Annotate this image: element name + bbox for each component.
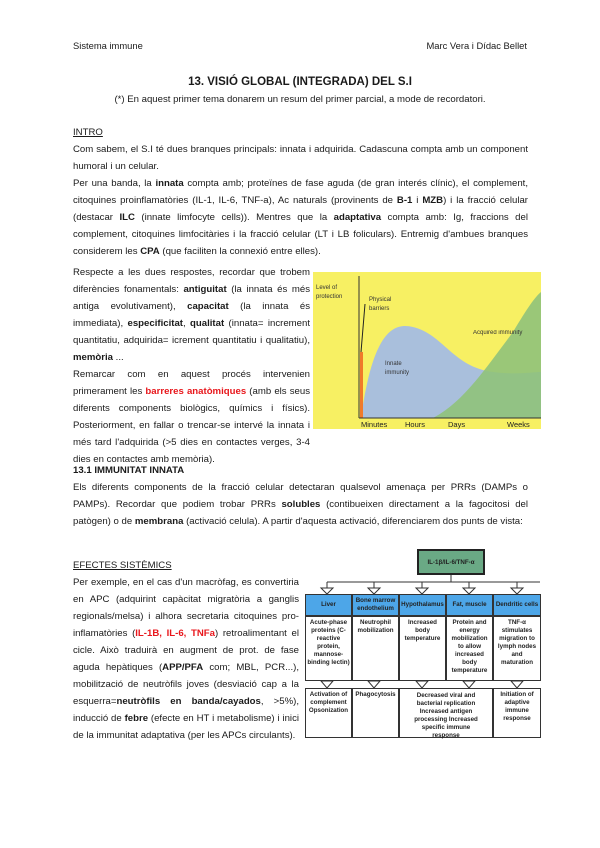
text-segment: ... <box>113 352 124 363</box>
intro-section <box>73 124 528 260</box>
bone-marrow-header: Bone marrow endothelium <box>352 594 399 616</box>
fat-muscle-header: Fat, muscle <box>446 594 493 616</box>
bold-text: memòria <box>73 352 113 363</box>
text-segment: (la innata és més antiga evolutivament), <box>73 284 310 312</box>
text-segment: (la innata és immediata), <box>73 301 310 329</box>
systemic-effects-paragraph <box>73 574 299 744</box>
text-segment: (innata= increment quantitatiu, adquirida= icrement quantitatiu i qualitatiu), <box>73 318 311 346</box>
x-tick-label: Days <box>448 420 466 429</box>
text-segment: compta amb: Ig, fraccions del complement, citoquines limfocitàries i la fracció celular (LT i LB foliculars). Entremig d'ambues branques considerem les <box>73 212 528 257</box>
liver-effect: Acute-phase proteins (C-reactive protein, mannose-binding lectin) <box>305 616 352 681</box>
hypothalamus-effect: Increased body temperature <box>399 616 446 681</box>
section-heading: 13.1 IMMUNITAT INNATA <box>73 465 185 476</box>
physical-barriers-label: Physical barriers <box>369 297 392 312</box>
fat-muscle-effect: Protein and energy mobilization to allow increased body temperature <box>446 616 493 681</box>
liver-header: Liver <box>305 594 352 616</box>
bold-text: adaptativa <box>333 212 382 223</box>
header-right: Marc Vera i Dídac Bellet <box>426 40 527 51</box>
bold-text: APP/PFA <box>162 662 204 673</box>
text-segment: , >5%), inducció de <box>73 696 299 724</box>
text-segment: Per exemple, en el cas d'un macròfag, es convertiria en APC (adquirint capàcitat migratòria a ganglis regionals/melsa) i alhora secretaria citoquines pro-inflamatòries ( <box>73 577 299 639</box>
highlighted-text: barreres anatòmiques <box>145 386 247 397</box>
section-paragraph-1 <box>73 479 528 530</box>
hypothalamus-header: Hypothalamus <box>399 594 446 616</box>
bold-text: capacitat <box>187 301 229 312</box>
intro-paragraph-1 <box>73 141 528 175</box>
dendritic-cells-outcome: Initiation of adaptive immune response <box>493 688 541 738</box>
bold-text: innata <box>155 178 184 189</box>
text-segment: (efecte en HT i metabolisme) i inici de la immunitat adaptativa (per les APCs circulants). <box>73 713 299 741</box>
highlighted-text: IL-1B, IL-6, TNFa <box>135 628 215 639</box>
cytokine-effects-diagram <box>305 548 541 740</box>
dendritic-cells-effect: TNF-α stimulates migration to lymph nodes and maturation <box>493 616 541 681</box>
text-segment: ) retroalimentant el cicle. Això traduirà en augment de prot. de fase aguda hepàtiques ( <box>73 628 299 673</box>
text-segment: Com sabem, el S.I té dues branques principals: innata i adquirida. Cadascuna compta amb un component humoral i un celular. <box>73 144 528 172</box>
bold-text: solubles <box>281 499 321 510</box>
intro-left-column <box>73 264 310 468</box>
text-segment: ) i la fracció celular (destacar <box>73 195 528 223</box>
text-segment: (contibueixen directament a la fagocitosi del patògen) o de <box>73 499 528 527</box>
text-segment: (amb els seus diferents components biològics, químics i físics). Posteriorment, en fallar o trencar-se intervé la innata i més tard l'adquirida (>5 dies en contactes verges, 3-4 dies en contactes amb memòria). <box>73 386 310 465</box>
text-segment: (innate limfocyte cells)). Mentres que la <box>134 212 334 223</box>
text-segment: com; MBL, PCR...), mobilització de neutròfils joves (desviació cap a la esquerra= <box>73 662 299 707</box>
text-segment: compta amb; proteïnes de fase aguda (de gran interés clínic), el complement, citoquines proinflamatòries (IL-1, IL-6, TNF-a), Ac naturals (provinents de <box>73 178 528 206</box>
physical-barrier-bar <box>360 352 363 418</box>
innate-immunity-label: Innate immunity <box>385 361 410 376</box>
dendritic-cells-header: Dendritic cells <box>493 594 541 616</box>
text-segment: (activació celula). A partir d'aquesta activació, diferenciarem dos punts de vista: <box>183 516 523 527</box>
bold-text: ILC <box>119 212 135 223</box>
bold-text: antiguitat <box>183 284 227 295</box>
intro-paragraph-3 <box>73 264 310 366</box>
bold-text: febre <box>124 713 149 724</box>
intro-paragraph-2 <box>73 175 528 260</box>
bone-marrow-effect: Neutrophil mobilization <box>352 616 399 681</box>
text-segment: Els diferents components de la fracció celular detectaran qualsevol amenaça per PRRs (DAMPs o PAMPs). Recordar que podiem trobar PRRs <box>73 482 528 510</box>
systemic-effects-heading: EFECTES SISTÈMICS <box>73 560 172 571</box>
bold-text: especificitat <box>127 318 183 329</box>
x-tick-label: Hours <box>405 420 426 429</box>
text-segment: i <box>412 195 423 206</box>
text-segment: , <box>182 318 191 329</box>
bold-text: MZB <box>422 195 444 206</box>
header-left: Sistema immune <box>73 40 143 51</box>
page-subtitle: (*) En aquest primer tema donarem un resum del primer parcial, a mode de recordatori. <box>114 94 486 105</box>
bone-marrow-outcome: Phagocytosis <box>352 688 399 738</box>
x-tick-label: Minutes <box>361 420 388 429</box>
y-axis-label: Level of protection <box>316 285 343 300</box>
text-segment: Remarcar com en aquest procés intervenien primerament les <box>73 369 310 397</box>
bold-text: qualitat <box>190 318 225 329</box>
systemic-effects-section <box>73 557 299 744</box>
intro-paragraph-4 <box>73 366 310 468</box>
text-segment: Respecte a les dues respostes, recordar que trobem diferències fonamentals: <box>73 267 310 295</box>
bold-text: neutròfils en banda/cayados <box>116 696 261 707</box>
liver-outcome: Activation of complement Opsonization <box>305 688 352 738</box>
shared-outcome: Decreased viral and bacterial replication Increased antigen processing Increased specific immune response <box>399 688 493 738</box>
protection-chart-figure <box>313 272 541 429</box>
bold-text: membrana <box>134 516 184 527</box>
bold-text: CPA <box>140 246 160 257</box>
text-segment: (que faciliten la connexió entre elles). <box>159 246 321 257</box>
intro-heading: INTRO <box>73 127 103 138</box>
text-segment: Per una banda, la <box>73 178 156 189</box>
cytokines-box: IL-1β/IL-6/TNF-α <box>417 549 485 575</box>
bold-text: B-1 <box>396 195 413 206</box>
innate-immunity-section <box>73 462 528 530</box>
acquired-immunity-label: Acquired immunity <box>473 330 523 336</box>
x-tick-label: Weeks <box>507 420 530 429</box>
page-title: 13. VISIÓ GLOBAL (INTEGRADA) DEL S.I <box>188 76 412 88</box>
